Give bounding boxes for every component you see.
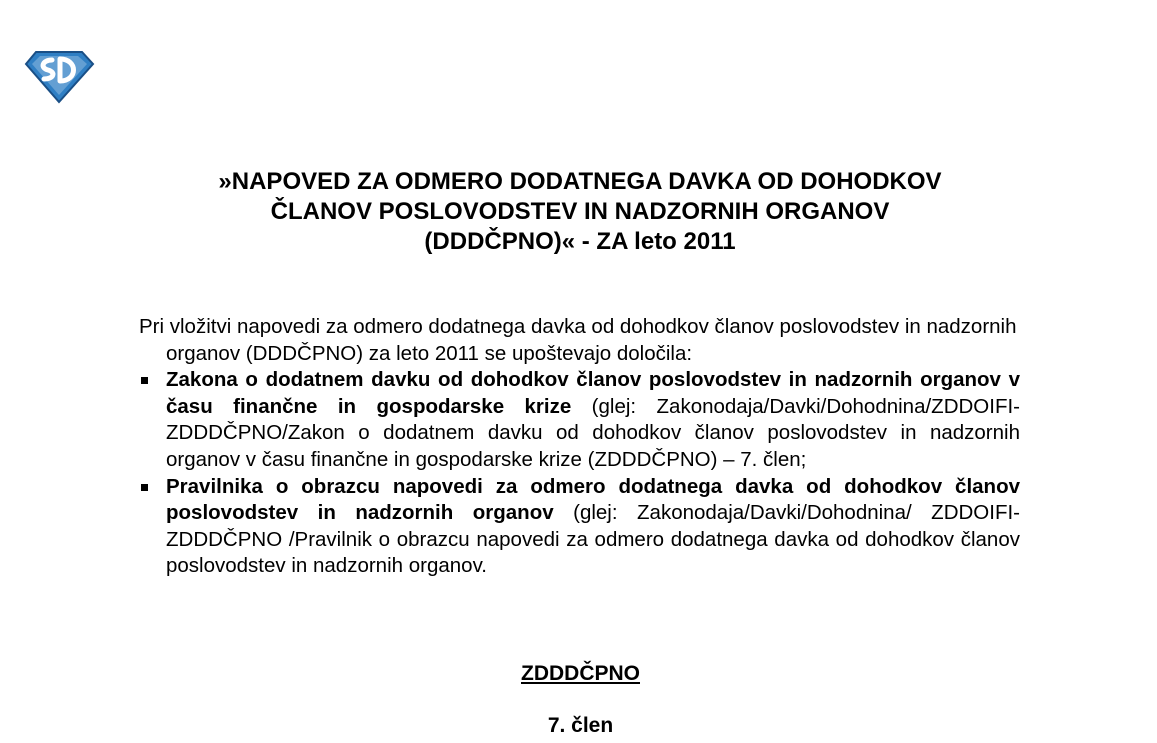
item-law-name: Zakona o dodatnem davku od dohodkov članov poslovodstev in nadzornih organov v času finančne in gospodarske krize xyxy=(166,368,1020,418)
document-title xyxy=(140,167,1020,257)
list-item xyxy=(139,474,1020,580)
square-bullet-icon xyxy=(141,484,148,491)
title-line-3: (DDDČPNO)« - ZA leto 2011 xyxy=(424,228,736,255)
document-body xyxy=(139,314,1020,580)
sd-shield-logo-icon xyxy=(22,48,96,104)
item-reference: (glej: Zakonodaja/Davki/Dohodnina/ ZDDOIFI-ZDDDČPNO /Pravilnik o obrazcu napovedi za odmero dodatnega davka od dohodkov članov poslovodstev in nadzornih organov. xyxy=(166,501,1020,578)
item-reference: (glej: Zakonodaja/Davki/Dohodnina/ZDDOIFI-ZDDDČPNO/Zakon o dodatnem davku od dohodkov članov poslovodstev in nadzornih organov v času finančne in gospodarske krize (ZDDDČPNO) – 7. člen; xyxy=(166,394,1020,471)
title-line-2: ČLANOV POSLOVODSTEV IN NADZORNIH ORGANOV xyxy=(270,198,890,225)
list-item xyxy=(139,367,1020,473)
law-abbreviation-heading: ZDDDČPNO xyxy=(521,662,640,685)
title-line-1: »NAPOVED ZA ODMERO DODATNEGA DAVKA OD DOHODKOV xyxy=(218,168,942,195)
intro-paragraph: Pri vložitvi napovedi za odmero dodatnega davka od dohodkov članov poslovodstev in nadzornih organov (DDDČPNO) za leto 2011 se upoštevajo določila: xyxy=(139,315,1017,365)
article-heading: 7. člen xyxy=(547,714,614,737)
square-bullet-icon xyxy=(141,377,148,384)
provisions-list xyxy=(139,367,1020,580)
item-law-name: Pravilnika o obrazcu napovedi za odmero dodatnega davka od dohodkov članov poslovodstev in nadzornih organov xyxy=(166,474,1020,525)
